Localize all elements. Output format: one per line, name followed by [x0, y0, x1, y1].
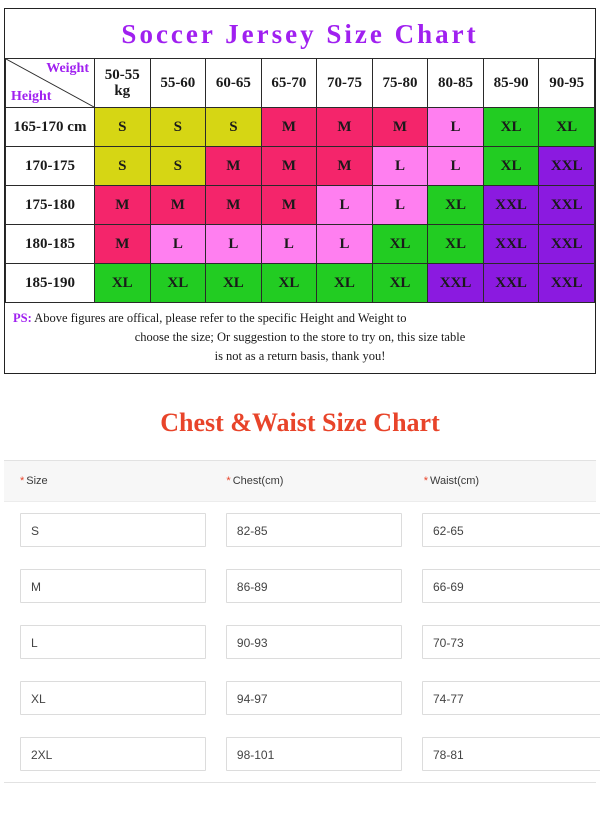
size-field[interactable]: XL [20, 681, 206, 715]
size-cell-wrap [4, 737, 210, 771]
chest-field[interactable]: 98-101 [226, 737, 402, 771]
weight-col-0: 50-55 kg [95, 59, 151, 108]
size-cell: XXL [539, 186, 595, 225]
size-cell: M [206, 186, 262, 225]
size-cell: M [261, 147, 317, 186]
size-cell: L [372, 186, 428, 225]
weight-col-3: 65-70 [261, 59, 317, 108]
size-cell: L [428, 147, 484, 186]
size-cell: XL [483, 147, 539, 186]
size-cell: XL [539, 108, 595, 147]
table-row [6, 147, 595, 186]
size-cell: S [95, 147, 151, 186]
table-row [4, 670, 596, 726]
size-cell: S [206, 108, 262, 147]
height-row-4-label: 185-190 [6, 264, 95, 303]
size-cell: XL [317, 264, 373, 303]
table-row [4, 614, 596, 670]
table-row [6, 264, 595, 303]
size-cell: XL [372, 264, 428, 303]
required-asterisk-icon: * [226, 475, 231, 488]
waist-cell-wrap [406, 737, 596, 771]
size-cell: XL [372, 225, 428, 264]
height-axis-label: Height [11, 89, 52, 104]
chest-cell-wrap [210, 681, 406, 715]
required-asterisk-icon: * [423, 475, 429, 488]
chest-field[interactable]: 86-89 [226, 569, 402, 603]
note-line-1: Above figures are offical, please refer to the specific Height and Weight to [31, 311, 407, 325]
size-cell: M [317, 147, 373, 186]
table-row [6, 225, 595, 264]
chest-waist-table [4, 460, 596, 783]
table-row [6, 186, 595, 225]
size-cell: M [372, 108, 428, 147]
size-chart-note [5, 303, 595, 373]
size-cell: XL [261, 264, 317, 303]
height-row-3-label: 180-185 [6, 225, 95, 264]
size-cell: XXL [428, 264, 484, 303]
size-cell: XXL [539, 264, 595, 303]
size-cell: M [150, 186, 206, 225]
size-cell: M [261, 186, 317, 225]
size-cell: M [317, 108, 373, 147]
weight-col-6: 80-85 [428, 59, 484, 108]
waist-field[interactable]: 70-73 [422, 625, 600, 659]
waist-cell-wrap [406, 569, 596, 603]
table-row [4, 726, 596, 782]
size-cell: S [150, 108, 206, 147]
header-chest-label: Chest(cm) [232, 475, 284, 488]
weight-col-1: 55-60 [150, 59, 206, 108]
size-cell: XL [428, 186, 484, 225]
waist-field[interactable]: 78-81 [422, 737, 600, 771]
size-cell: L [372, 147, 428, 186]
size-cell-wrap [4, 681, 210, 715]
size-cell: M [206, 147, 262, 186]
header-size [4, 475, 210, 487]
waist-field[interactable]: 74-77 [422, 681, 600, 715]
size-cell: L [428, 108, 484, 147]
waist-field[interactable]: 62-65 [422, 513, 600, 547]
chest-cell-wrap [210, 513, 406, 547]
weight-col-2: 60-65 [206, 59, 262, 108]
size-field[interactable]: S [20, 513, 206, 547]
jersey-table-body [6, 108, 595, 303]
required-asterisk-icon: * [20, 475, 25, 488]
chest-field[interactable]: 90-93 [226, 625, 402, 659]
waist-cell-wrap [406, 625, 596, 659]
size-cell: L [206, 225, 262, 264]
size-cell: XXL [483, 186, 539, 225]
size-cell: XL [150, 264, 206, 303]
size-field[interactable]: 2XL [20, 737, 206, 771]
table-row [4, 558, 596, 614]
height-row-1-label: 170-175 [6, 147, 95, 186]
size-cell: S [95, 108, 151, 147]
note-line-2: choose the size; Or suggestion to the store to try on, this size table [134, 329, 466, 344]
height-row-0-label: 165-170 cm [6, 108, 95, 147]
waist-field[interactable]: 66-69 [422, 569, 600, 603]
size-cell: L [150, 225, 206, 264]
jersey-size-table [5, 58, 595, 303]
size-cell: M [95, 225, 151, 264]
chest-field[interactable]: 94-97 [226, 681, 402, 715]
size-cell: S [150, 147, 206, 186]
size-cell: XXL [539, 147, 595, 186]
waist-cell-wrap [406, 513, 596, 547]
size-cell: XXL [483, 225, 539, 264]
size-cell: M [261, 108, 317, 147]
jersey-size-chart-block [4, 8, 596, 374]
size-cell-wrap [4, 569, 210, 603]
chest-waist-header-row [4, 461, 596, 502]
chest-cell-wrap [210, 737, 406, 771]
size-cell: XL [483, 108, 539, 147]
chest-cell-wrap [210, 569, 406, 603]
note-ps-label: PS: [13, 311, 32, 325]
size-cell: XL [95, 264, 151, 303]
size-cell: L [317, 225, 373, 264]
height-row-2-label: 175-180 [6, 186, 95, 225]
size-cell-wrap [4, 513, 210, 547]
header-size-label: Size [26, 475, 48, 488]
waist-cell-wrap [406, 681, 596, 715]
header-chest [210, 475, 407, 487]
jersey-chart-title: Soccer Jersey Size Chart [121, 19, 479, 49]
header-waist [408, 475, 596, 487]
table-row [4, 502, 596, 558]
size-field[interactable]: L [20, 625, 206, 659]
size-cell: XL [206, 264, 262, 303]
chest-field[interactable]: 82-85 [226, 513, 402, 547]
size-cell-wrap [4, 625, 210, 659]
weight-col-7: 85-90 [483, 59, 539, 108]
size-cell: M [95, 186, 151, 225]
weight-height-corner-cell [6, 59, 95, 108]
size-cell: XXL [483, 264, 539, 303]
weight-axis-label: Weight [46, 61, 89, 76]
weight-col-5: 75-80 [372, 59, 428, 108]
size-cell: XXL [539, 225, 595, 264]
size-field[interactable]: M [20, 569, 206, 603]
chest-cell-wrap [210, 625, 406, 659]
header-waist-label: Waist(cm) [430, 475, 480, 488]
chest-waist-chart-title: Chest &Waist Size Chart [160, 408, 440, 438]
table-header-row [6, 59, 595, 108]
size-cell: L [317, 186, 373, 225]
weight-col-4: 70-75 [317, 59, 373, 108]
size-cell: L [261, 225, 317, 264]
weight-col-8: 90-95 [539, 59, 595, 108]
table-row [6, 108, 595, 147]
size-cell: XL [428, 225, 484, 264]
note-line-3: is not as a return basis, thank you! [214, 348, 386, 363]
